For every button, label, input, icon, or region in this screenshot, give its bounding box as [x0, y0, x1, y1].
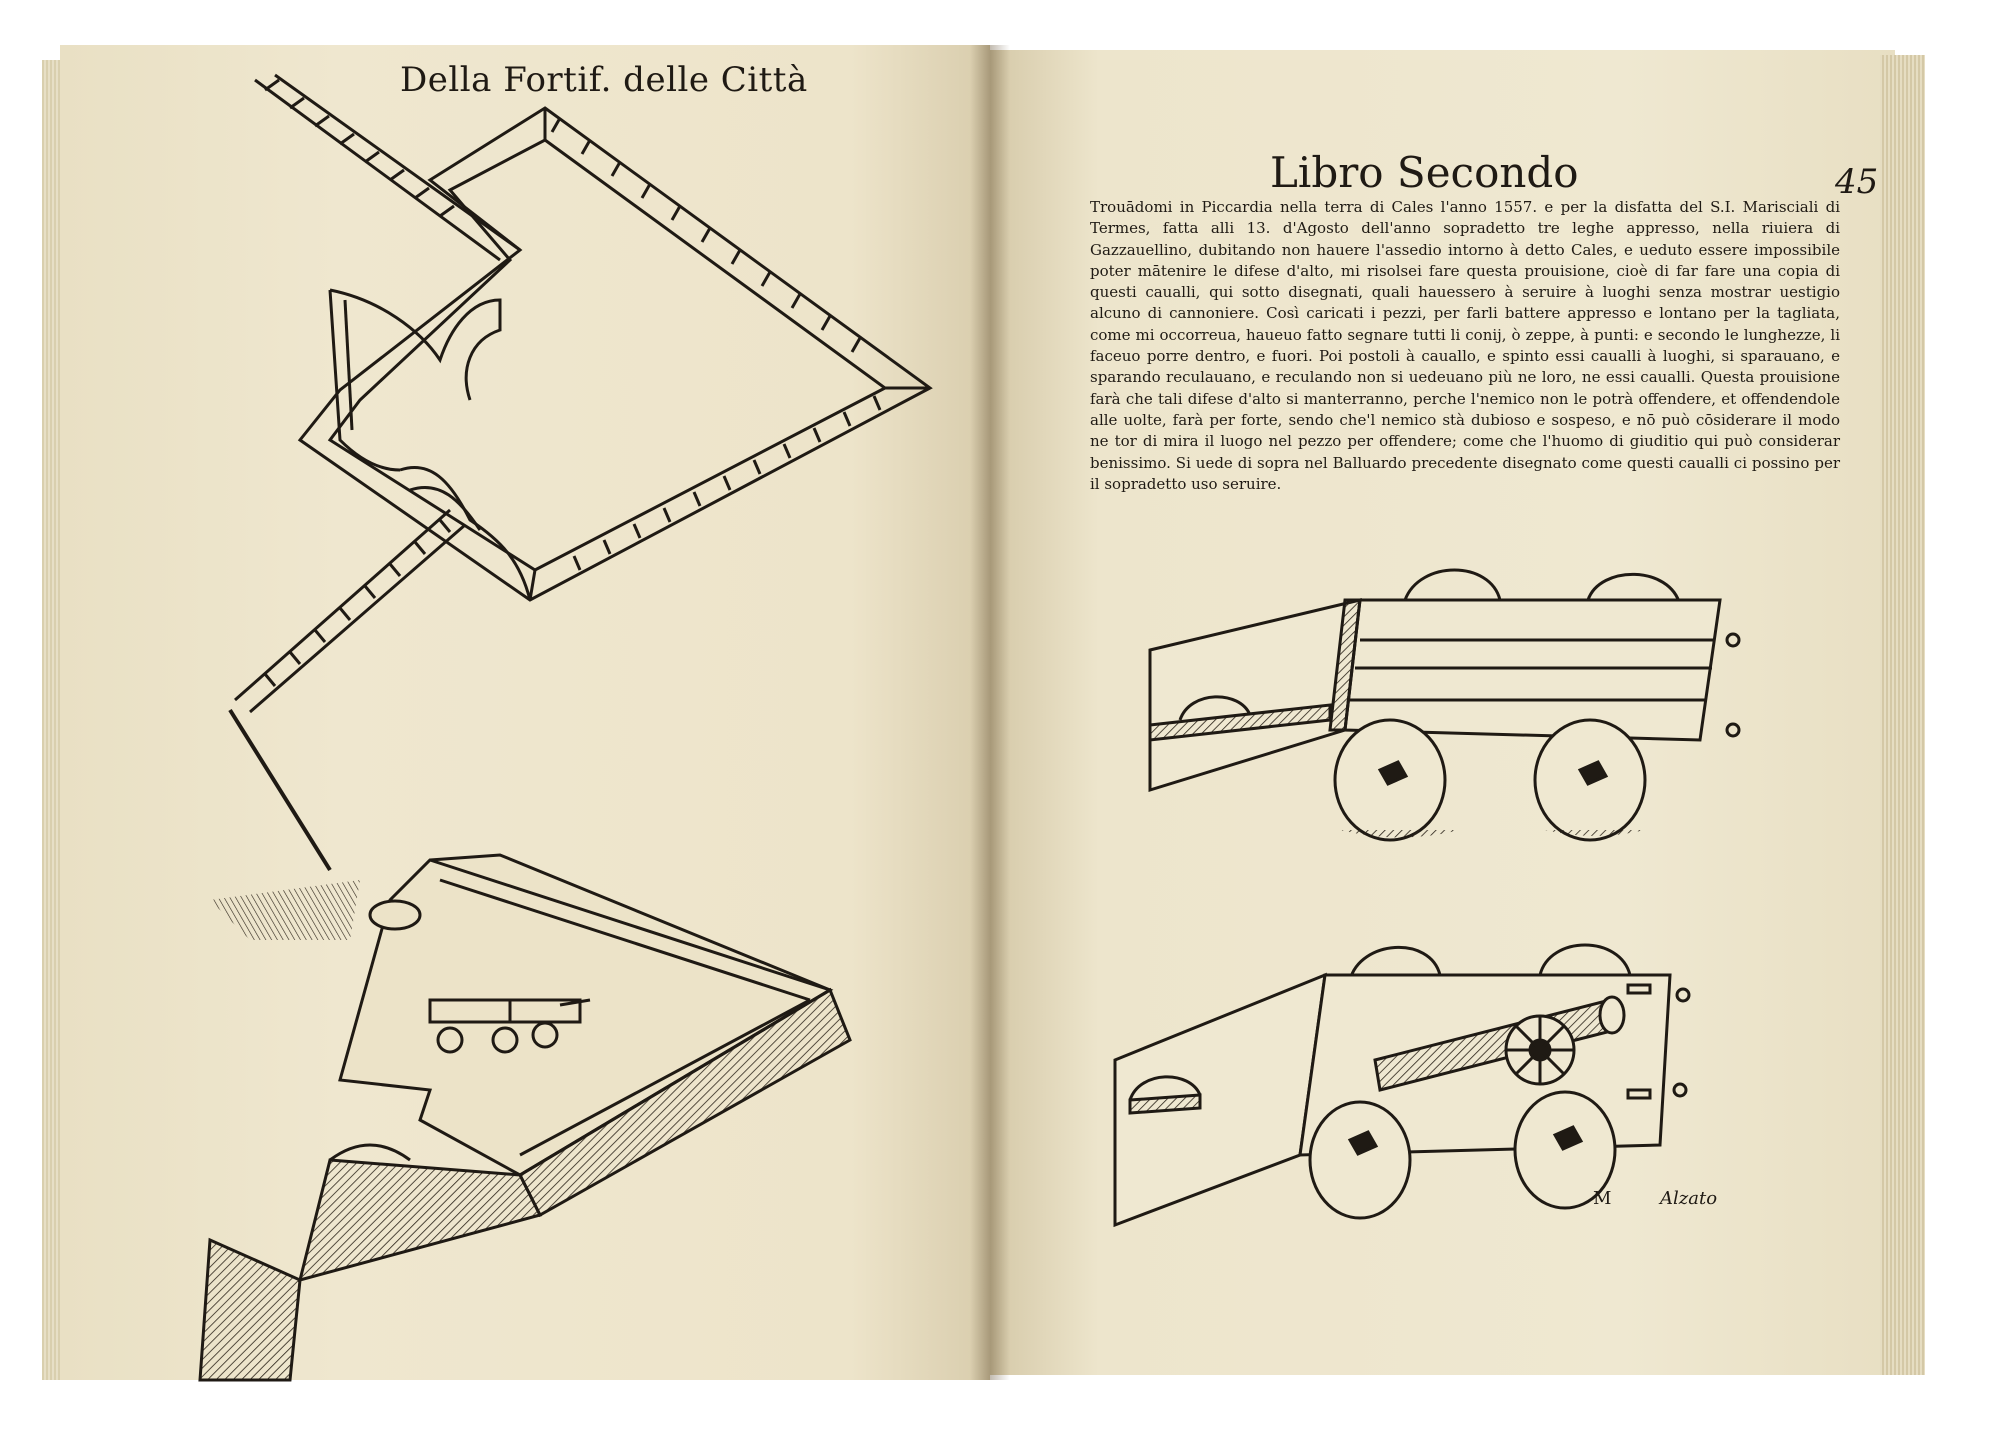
wagon-with-cannon-figure [1115, 945, 1689, 1225]
bastion-perspective-figure [200, 855, 850, 1380]
figure-letter-label: M [1593, 1188, 1612, 1209]
body-paragraph: Trouādomi in Piccardia nella terra di Cales l'anno 1557. e per la disfatta del S.I. Marisciali di Termes, fatta alli 13. d'Agosto dell'anno sopradetto tre leghe appresso, nella riuiera di Gazzauellino, dubitando non hauere l'assedio intorno à detto Cales, e ueduto essere impossibile poter mātenire le difese d'alto, mi risolsei fare questa prouisione, cioè di far fare una copia di questi caualli, qui sotto disegnati, quali hauessero à seruire à luoghi senza mostrar uestigio alcuno di cannoniere. Così caricati i pezzi, per farli battere appresso e lontano per la tagliata, come mi occorreua, haueuo fatto segnare tutti li conij, ò zeppe, à punti: e secondo le lunghezze, li faceuo porre dentro, e fuori. Poi postoli à cauallo, e spinto essi caualli à luoghi, si sparauano, e sparando reculauano, e reculando non si uedeuano più ne loro, ne essi caualli. Questa prouisione farà che tali difese d'alto si manterranno, perche l'nemico non le potrà offendere, et offendendole alle uolte, farà per forte, sendo che'l nemico stà dubioso e sospeso, e nō può cōsiderare il modo ne tor di mira il luogo nel pezzo per offendere; come che l'huomo di giuditio qui può considerar benissimo. Si uede di sopra nel Balluardo precedente disegnato come questi caualli ci possino per il sopradetto uso seruire. [1090, 198, 1840, 493]
running-head: Della Fortif. delle Città [400, 60, 808, 100]
page-number: 45 [1835, 162, 1879, 202]
bastion-plan-figure [230, 75, 930, 870]
figure-caption: Alzato [1660, 1188, 1718, 1209]
chapter-title: Libro Secondo [1270, 148, 1579, 197]
wagon-figure-upper [1150, 570, 1739, 840]
